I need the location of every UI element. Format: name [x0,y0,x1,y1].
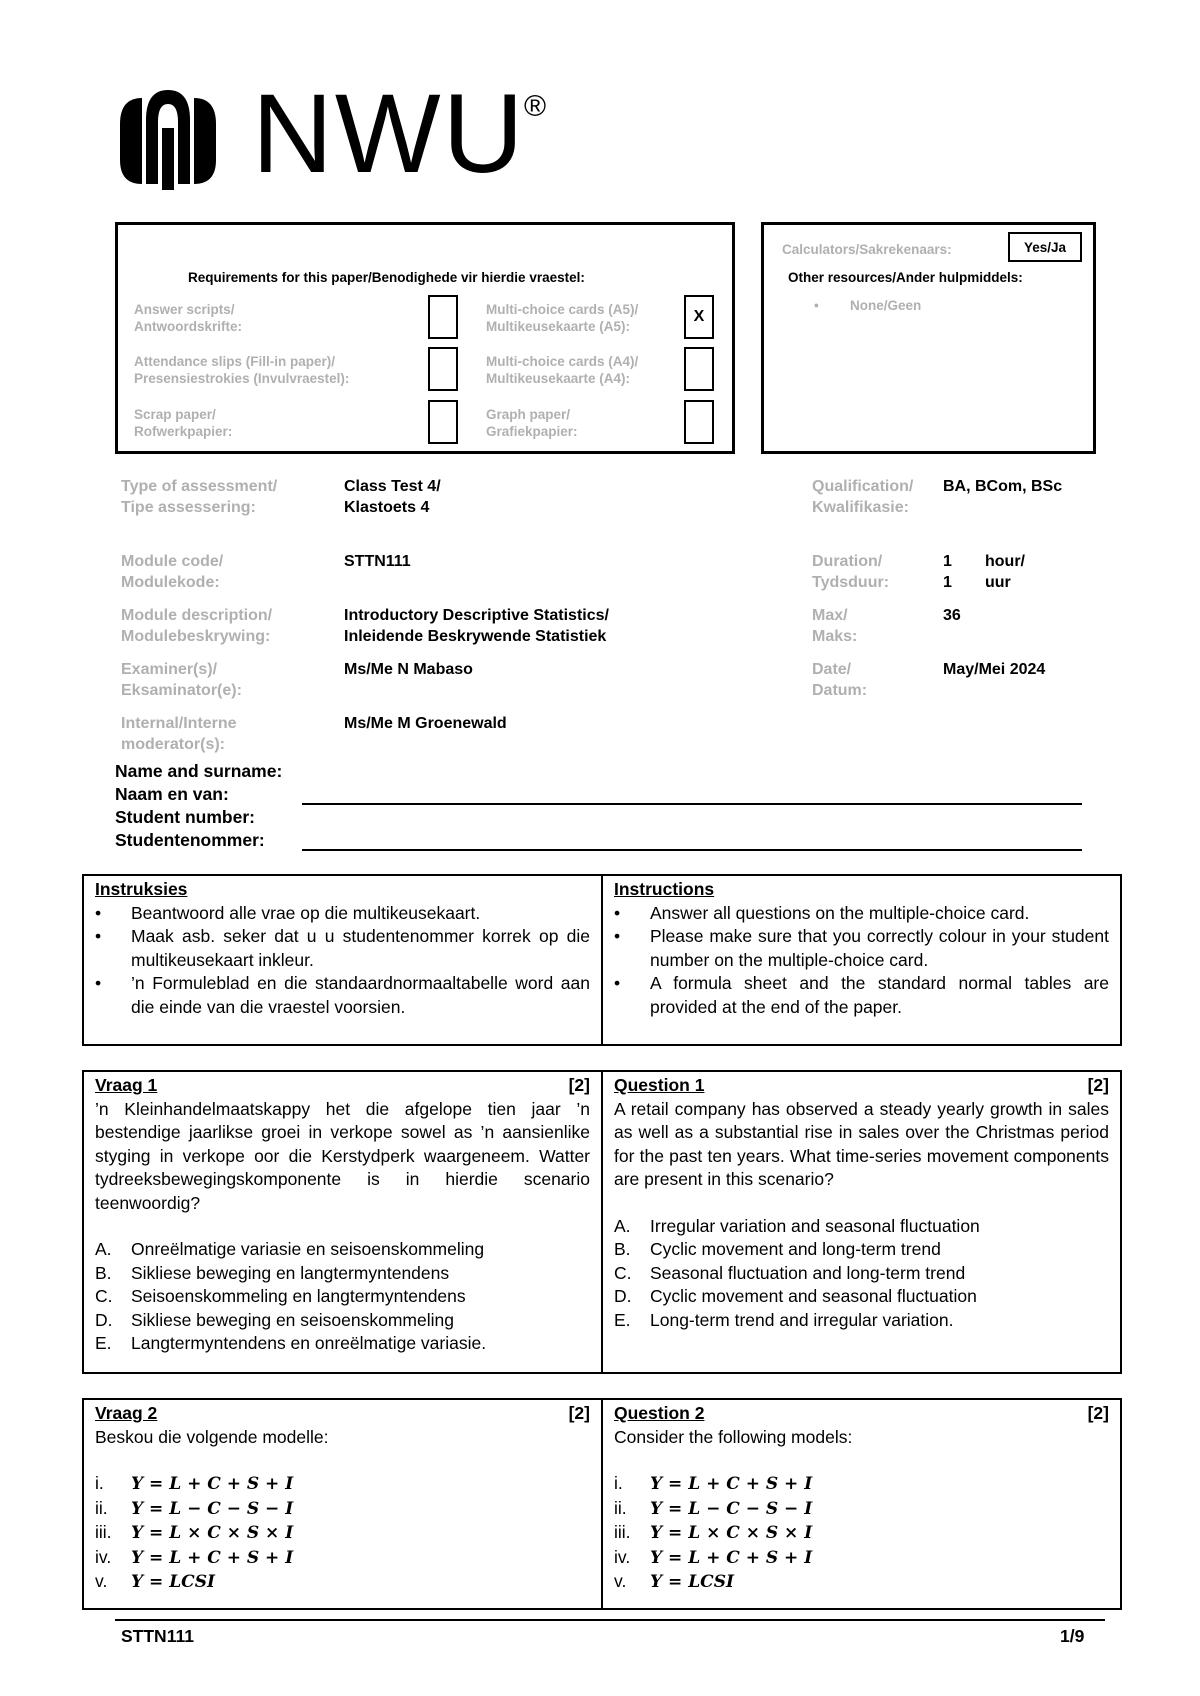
student-number-field[interactable] [302,849,1082,851]
module-description-label: Module description/ Modulebeskrywing: [121,607,273,645]
examiner-label: Examiner(s)/ Eksaminator(e): [121,661,242,699]
option-a-en: A. Irregular variation and seasonal fluctuation [614,1215,980,1236]
question-2-en-marks: [2] [1087,1403,1109,1423]
calculators-label: Calculators/Sakrekenaars: [782,242,952,257]
option-e-af: E. Langtermyntendens en onreëlmatige variasie. [95,1333,487,1353]
model-i-af: i. Y = L + C + S + I [95,1473,294,1494]
question-1-en-marks: [2] [1087,1075,1109,1095]
question-2-af [83,1399,602,1609]
question-1-af [83,1071,602,1373]
student-number-label: Student number: Studentenommer: [115,807,265,850]
instructions-af [83,875,602,1045]
instruction-af-item: • ’n Formuleblad en die standaardnormaaltabelle word aan die einde van die vraestel voorsien. [95,972,590,1019]
option-b-en: B. Cyclic movement and long-term trend [614,1239,941,1259]
option-d-en: D. Cyclic movement and seasonal fluctuation [614,1286,977,1306]
question-2-af-marks: [2] [568,1403,590,1423]
nwu-logo [112,71,572,202]
option-c-en: C. Seasonal fluctuation and long-term trend [614,1262,966,1283]
model-iii-af: iii. Y = L × C × S × I [95,1522,294,1543]
question-1-en-title: Question 1 [614,1075,705,1095]
name-surname-field[interactable] [302,803,1082,805]
qualification-value: BA, BCom, BSc [943,478,1063,495]
model-v-en: v. Y = LCSI [614,1571,734,1592]
req-scrap-label: Scrap paper/ Rofwerkpapier: [134,407,233,439]
examiner-value: Ms/Me N Mabaso [344,661,473,678]
calculators-value: Yes/Ja [1008,232,1082,262]
model-iv-en: iv. Y = L + C + S + I [614,1546,813,1568]
name-surname-label: Name and surname: Naam en van: [115,761,283,804]
module-code-label: Module code/ Modulekode: [121,553,224,591]
checkbox-mc-a5: X [684,295,714,339]
type-value: Class Test 4/ Klastoets 4 [344,478,441,516]
question-1-af-marks: [2] [568,1075,590,1095]
question-1-af-text: ’n Kleinhandelmaatskappy het die afgelope tien jaar ’n bestendige jaarlikse groei in verkope sowel as ’n aansienlike styging in verkope oor die Kerstydperk waargeneem. Watter tydreeksbewegingskomponente is in hierdie scenario teenwoordig? [95,1098,590,1213]
question-2-af-title: Vraag 2 [95,1403,158,1423]
instructions-table [82,874,1122,1046]
footer-page-number: 1/9 [1060,1626,1085,1646]
registered-mark: ® [524,90,547,123]
instruction-en-item: • A formula sheet and the standard normal tables are provided at the end of the paper. [614,972,1109,1019]
question-1-en-text: A retail company has observed a steady yearly growth in sales as well as a substantial rise in sales over the Christmas period for the past ten years. What time-series movement components are present in this scenario? [614,1098,1109,1189]
max-label: Max/ Maks: [812,607,858,645]
option-b-af: B. Sikliese beweging en langtermyntendens [95,1262,450,1283]
max-value: 36 [943,607,961,624]
req-attendance-label: Attendance slips (Fill-in paper)/ Presensiestrokies (Invulvraestel): [134,354,350,386]
req-mc-a4-label: Multi-choice cards (A4)/ Multikeusekaarte (A4): [486,354,639,386]
model-v-af: v. Y = LCSI [95,1571,215,1592]
question-2-en-text: Consider the following models: [614,1426,853,1447]
resources-box [761,222,1096,454]
logo-wordmark: NWU [252,71,526,196]
model-iii-en: iii. Y = L × C × S × I [614,1522,813,1543]
other-resources-label: Other resources/Ander hulpmiddels: [788,270,1023,285]
question-2-af-text: Beskou die volgende modelle: [95,1426,329,1447]
model-i-en: i. Y = L + C + S + I [614,1473,813,1494]
question-1-af-title: Vraag 1 [95,1075,158,1095]
duration-label: Duration/ Tydsduur: [812,553,890,591]
req-answer-scripts-label: Answer scripts/ Antwoordskrifte: [134,302,242,334]
checkbox-attendance [428,347,458,391]
instructions-af-title: Instruksies [95,879,188,899]
requirements-box [115,222,735,454]
nwu-emblem-icon [112,84,224,196]
moderator-label: Internal/Interne moderator(s): [121,715,237,753]
other-resources-item: • None/Geen [814,298,922,313]
model-ii-af: ii. Y = L − C − S − I [95,1497,294,1519]
option-d-af: D. Sikliese beweging en seisoenskommeling [95,1309,454,1330]
instructions-en [602,875,1121,1045]
checkbox-graph [684,400,714,444]
date-value: May/Mei 2024 [943,661,1046,678]
question-1-table [82,1070,1122,1374]
moderator-value: Ms/Me M Groenewald [344,715,507,732]
checkbox-mc-a4 [684,347,714,391]
question-2-en [602,1399,1121,1609]
requirements-title: Requirements for this paper/Benodighede vir hierdie vraestel: [188,270,585,285]
question-2-en-title: Question 2 [614,1403,705,1423]
req-graph-label: Graph paper/ Grafiekpapier: [486,407,578,439]
question-2-table [82,1398,1122,1610]
instructions-en-title: Instructions [614,879,715,899]
duration-value: 1 hour/ 1 uur [943,553,1025,591]
option-e-en: E. Long-term trend and irregular variation. [614,1309,954,1330]
instruction-af-item: • Maak asb. seker dat u u studentenommer korrek op die multikeusekaart inkleur. [95,925,590,972]
module-code-value: STTN111 [344,553,411,570]
model-ii-en: ii. Y = L − C − S − I [614,1497,813,1519]
model-iv-af: iv. Y = L + C + S + I [95,1546,294,1568]
qualification-label: Qualification/ Kwalifikasie: [812,478,914,516]
footer-rule [115,1619,1105,1621]
module-description-value: Introductory Descriptive Statistics/ Inleidende Beskrywende Statistiek [344,607,609,645]
footer-module-code: STTN111 [121,1626,194,1646]
req-mc-a5-label: Multi-choice cards (A5)/ Multikeusekaarte (A5): [486,302,639,334]
instruction-en-item: • Please make sure that you correctly colour in your student number on the multiple-choice card. [614,925,1109,972]
instruction-en-item: • Answer all questions on the multiple-choice card. [614,902,1109,926]
checkbox-scrap [428,400,458,444]
date-label: Date/ Datum: [812,661,868,699]
option-c-af: C. Seisoenskommeling en langtermyntendens [95,1286,466,1306]
type-label: Type of assessment/ Tipe assessering: [121,478,278,516]
question-1-en [602,1071,1121,1373]
checkbox-answer-scripts [428,295,458,339]
option-a-af: A. Onreëlmatige variasie en seisoenskommeling [95,1239,485,1259]
instruction-af-item: • Beantwoord alle vrae op die multikeusekaart. [95,902,590,926]
